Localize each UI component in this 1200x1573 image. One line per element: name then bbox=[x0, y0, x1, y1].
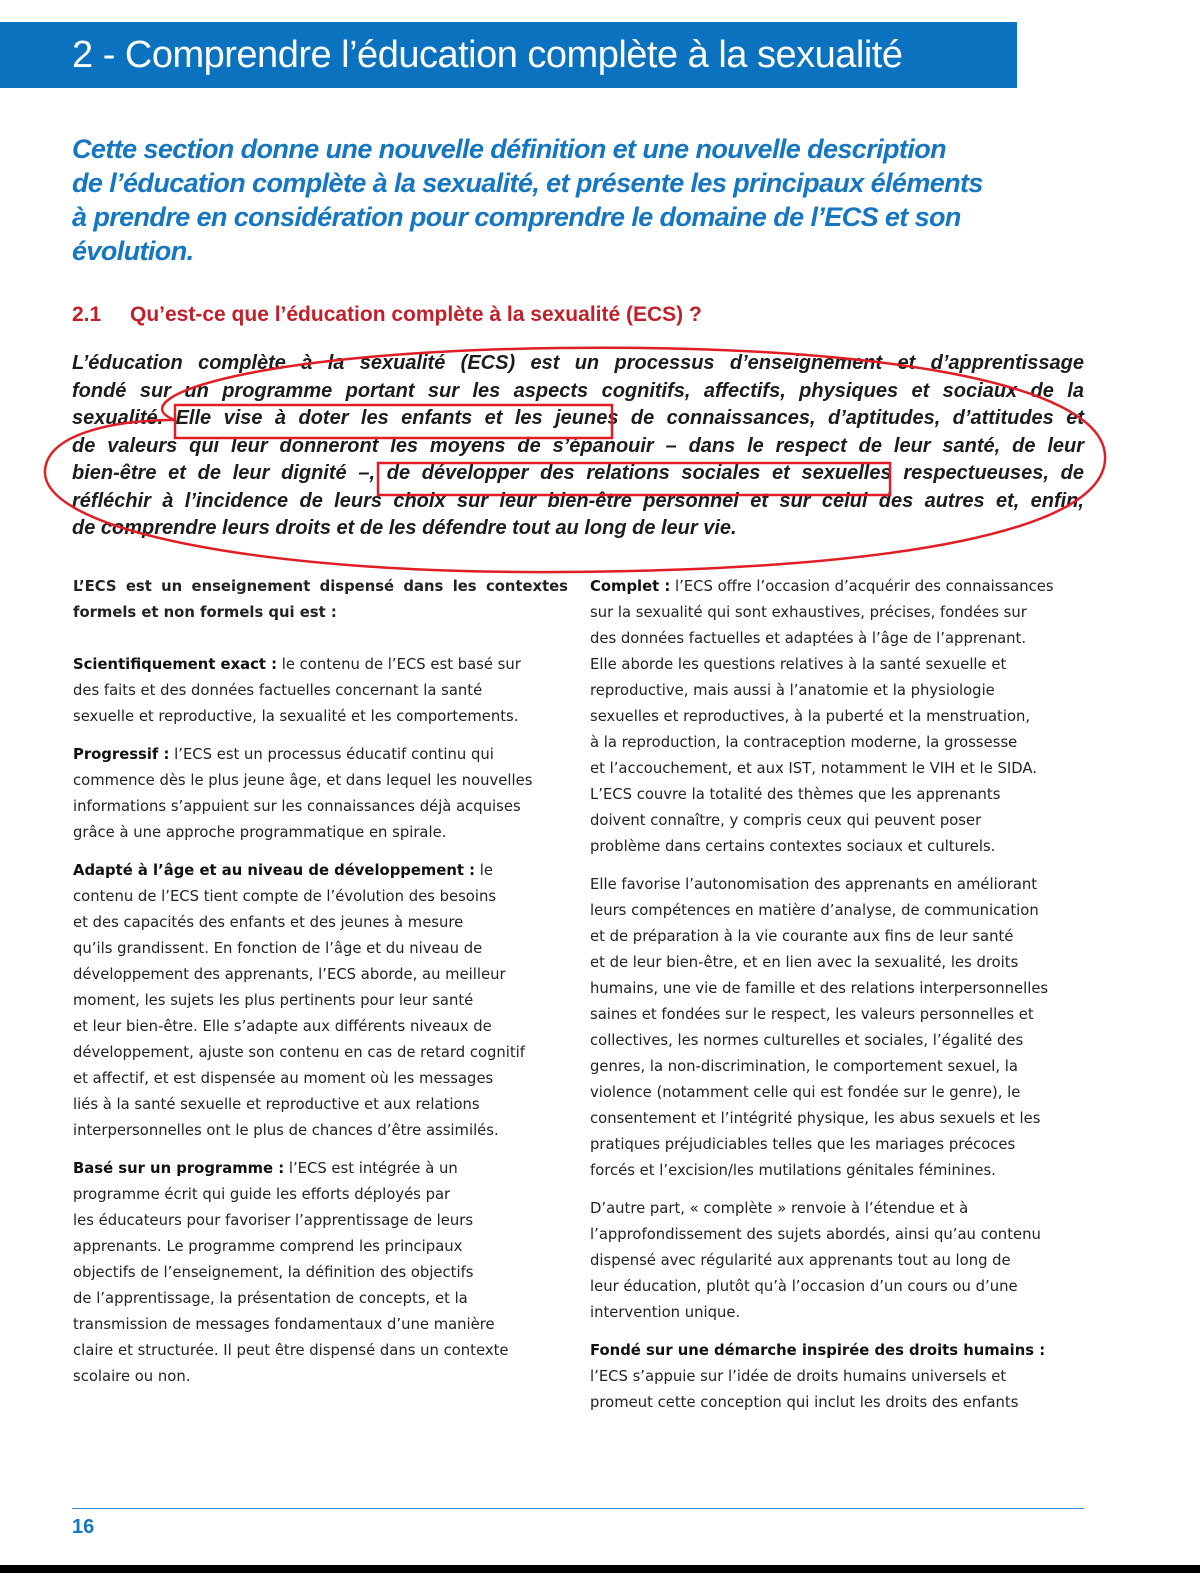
item-text: et leur bien-être. Elle s’adapte aux différents niveaux de bbox=[73, 1018, 492, 1035]
item-text: et affectif, et est dispensée au moment où les messages bbox=[73, 1070, 494, 1087]
page-bottom-edge bbox=[0, 1565, 1200, 1573]
item-text: transmission de messages fondamentaux d’une manière bbox=[73, 1316, 495, 1333]
intro-line: Cette section donne une nouvelle définition et une nouvelle description bbox=[72, 134, 947, 164]
item-text: doivent connaître, y compris ceux qui peuvent poser bbox=[590, 812, 982, 829]
item-text: consentement et l’intégrité physique, les abus sexuels et les bbox=[590, 1110, 1041, 1127]
item-text: l’approfondissement des sujets abordés, ainsi qu’au contenu bbox=[590, 1226, 1041, 1243]
lead-line: L’ECS est un enseignement dispensé dans les contextes bbox=[73, 578, 568, 595]
paragraph-complete-definition bbox=[590, 1196, 1085, 1326]
section-number: 2.1 bbox=[72, 303, 102, 326]
item-text: D’autre part, « complète » renvoie à l’étendue et à bbox=[590, 1200, 969, 1217]
page-number: 16 bbox=[72, 1516, 95, 1538]
right-column bbox=[590, 574, 1085, 1428]
item-scientifiquement-exact bbox=[73, 652, 568, 730]
item-text: des données factuelles et adaptées à l’âge de l’apprenant. bbox=[590, 630, 1027, 647]
item-text: L’ECS couvre la totalité des thèmes que les apprenants bbox=[590, 786, 1001, 803]
left-column bbox=[73, 574, 568, 1402]
item-text: violence (notamment celle qui est fondée sur le genre), le bbox=[590, 1084, 1021, 1101]
chapter-title: 2 - Comprendre l’éducation complète à la sexualité bbox=[72, 34, 903, 76]
item-text: forcés et l’excision/les mutilations génitales féminines. bbox=[590, 1162, 996, 1179]
item-text: leur éducation, plutôt qu’à l’occasion d’un cours ou d’une bbox=[590, 1278, 1018, 1295]
item-text: et de leur bien-être, et en lien avec la sexualité, les droits bbox=[590, 954, 1019, 971]
item-text: genres, la non-discrimination, le comportement sexuel, la bbox=[590, 1058, 1018, 1075]
item-text: moment, les sujets les plus pertinents pour leur santé bbox=[73, 992, 474, 1009]
item-text: intervention unique. bbox=[590, 1304, 741, 1321]
item-text: l’ECS offre l’occasion d’acquérir des connaissances bbox=[670, 578, 1054, 595]
section-title: Qu’est-ce que l’éducation complète à la sexualité (ECS) ? bbox=[130, 303, 702, 326]
item-text: dispensé avec régularité aux apprenants tout au long de bbox=[590, 1252, 1011, 1269]
item-progressif bbox=[73, 742, 568, 846]
definition-line: de comprendre leurs droits et de les défendre tout au long de leur vie. bbox=[72, 517, 737, 539]
definition-line: réfléchir à l’incidence de leurs choix sur leur bien-être personnel et sur celui des autres et, enfin, bbox=[72, 489, 1084, 512]
item-text: et l’accouchement, et aux IST, notamment le VIH et le SIDA. bbox=[590, 760, 1037, 777]
item-text: objectifs de l’enseignement, la définition des objectifs bbox=[73, 1264, 474, 1281]
lead-line: formels et non formels qui est : bbox=[73, 604, 337, 621]
item-text: et de préparation à la vie courante aux fins de leur santé bbox=[590, 928, 1014, 945]
item-text: commence dès le plus jeune âge, et dans lequel les nouvelles bbox=[73, 772, 533, 789]
item-text: liés à la santé sexuelle et reproductive et aux relations bbox=[73, 1096, 480, 1113]
item-term: Fondé sur une démarche inspirée des droits humains : bbox=[590, 1342, 1046, 1359]
definition-line: sexualité. Elle vise à doter les enfants et les jeunes de connaissances, d’aptitudes, d’attitudes et bbox=[72, 407, 1084, 429]
item-text: l’ECS est intégrée à un bbox=[284, 1160, 458, 1177]
item-term: Adapté à l’âge et au niveau de développement : bbox=[73, 862, 476, 879]
item-text: le contenu de l’ECS est basé sur bbox=[277, 656, 521, 673]
item-text: sexuelle et reproductive, la sexualité et les comportements. bbox=[73, 708, 519, 725]
item-text: claire et structurée. Il peut être dispensé dans un contexte bbox=[73, 1342, 509, 1359]
intro-line: à prendre en considération pour comprendre le domaine de l’ECS et son bbox=[72, 202, 961, 232]
item-text: interpersonnelles ont le plus de chances d’être assimilés. bbox=[73, 1122, 499, 1139]
item-term: Complet : bbox=[590, 578, 671, 595]
item-text: développement, ajuste son contenu en cas de retard cognitif bbox=[73, 1044, 526, 1061]
section-intro bbox=[72, 132, 1032, 268]
item-term: Basé sur un programme : bbox=[73, 1160, 285, 1177]
item-text: l’ECS s’appuie sur l’idée de droits humains universels et bbox=[590, 1368, 1007, 1385]
paragraph-autonomisation bbox=[590, 872, 1085, 1184]
item-text: contenu de l’ECS tient compte de l’évolution des besoins bbox=[73, 888, 497, 905]
item-text: Elle aborde les questions relatives à la santé sexuelle et bbox=[590, 656, 1007, 673]
item-text: apprenants. Le programme comprend les principaux bbox=[73, 1238, 463, 1255]
item-droits-humains bbox=[590, 1338, 1085, 1416]
left-lead bbox=[73, 574, 568, 626]
item-text: pratiques préjudiciables telles que les mariages précoces bbox=[590, 1136, 1016, 1153]
item-text: sexuelles et reproductives, à la puberté et la menstruation, bbox=[590, 708, 1031, 725]
item-text: développement des apprenants, l’ECS aborde, au meilleur bbox=[73, 966, 506, 983]
item-text: saines et fondées sur le respect, les valeurs personnelles et bbox=[590, 1006, 1034, 1023]
definition-paragraph bbox=[72, 350, 1084, 543]
definition-line: bien-être et de leur dignité –, de développer des relations sociales et sexuelles respectueuses, de bbox=[72, 462, 1084, 484]
item-term: Progressif : bbox=[73, 746, 170, 763]
item-text: l’ECS est un processus éducatif continu qui bbox=[169, 746, 494, 763]
item-adapte-age bbox=[73, 858, 568, 1144]
item-text: des faits et des données factuelles concernant la santé bbox=[73, 682, 483, 699]
item-text: informations s’appuient sur les connaissances déjà acquises bbox=[73, 798, 521, 815]
definition-line: L’éducation complète à la sexualité (ECS) est un processus d’enseignement et d’apprentissage bbox=[72, 352, 1084, 374]
intro-line: de l’éducation complète à la sexualité, et présente les principaux éléments bbox=[72, 168, 983, 198]
item-text: sur la sexualité qui sont exhaustives, précises, fondées sur bbox=[590, 604, 1027, 621]
item-text: programme écrit qui guide les efforts déployés par bbox=[73, 1186, 451, 1203]
item-text: collectives, les normes culturelles et sociales, l’égalité des bbox=[590, 1032, 1024, 1049]
item-text: de l’apprentissage, la présentation de concepts, et la bbox=[73, 1290, 468, 1307]
item-text: qu’ils grandissent. En fonction de l’âge et du niveau de bbox=[73, 940, 483, 957]
item-text: leurs compétences en matière d’analyse, de communication bbox=[590, 902, 1039, 919]
intro-line: évolution. bbox=[72, 236, 194, 266]
definition-line: de valeurs qui leur donneront les moyens de s’épanouir – dans le respect de leur santé, de leur bbox=[72, 434, 1084, 457]
item-text: Elle favorise l’autonomisation des apprenants en améliorant bbox=[590, 876, 1038, 893]
item-text: le bbox=[475, 862, 493, 879]
item-text: problème dans certains contextes sociaux et culturels. bbox=[590, 838, 996, 855]
item-base-programme bbox=[73, 1156, 568, 1390]
item-text: promeut cette conception qui inclut les droits des enfants bbox=[590, 1394, 1019, 1411]
item-text: reproductive, mais aussi à l’anatomie et la physiologie bbox=[590, 682, 995, 699]
item-complet bbox=[590, 574, 1085, 860]
item-text: et des capacités des enfants et des jeunes à mesure bbox=[73, 914, 464, 931]
item-text: humains, une vie de famille et des relations interpersonnelles bbox=[590, 980, 1049, 997]
footer-rule bbox=[72, 1508, 1084, 1509]
item-text: grâce à une approche programmatique en spirale. bbox=[73, 824, 447, 841]
item-term: Scientifiquement exact : bbox=[73, 656, 278, 673]
section-heading bbox=[72, 303, 702, 327]
item-text: à la reproduction, la contraception moderne, la grossesse bbox=[590, 734, 1018, 751]
item-text: scolaire ou non. bbox=[73, 1368, 191, 1385]
item-text: les éducateurs pour favoriser l’apprentissage de leurs bbox=[73, 1212, 474, 1229]
definition-line: fondé sur un programme portant sur les aspects cognitifs, affectifs, physiques et sociaux de la bbox=[72, 379, 1084, 402]
